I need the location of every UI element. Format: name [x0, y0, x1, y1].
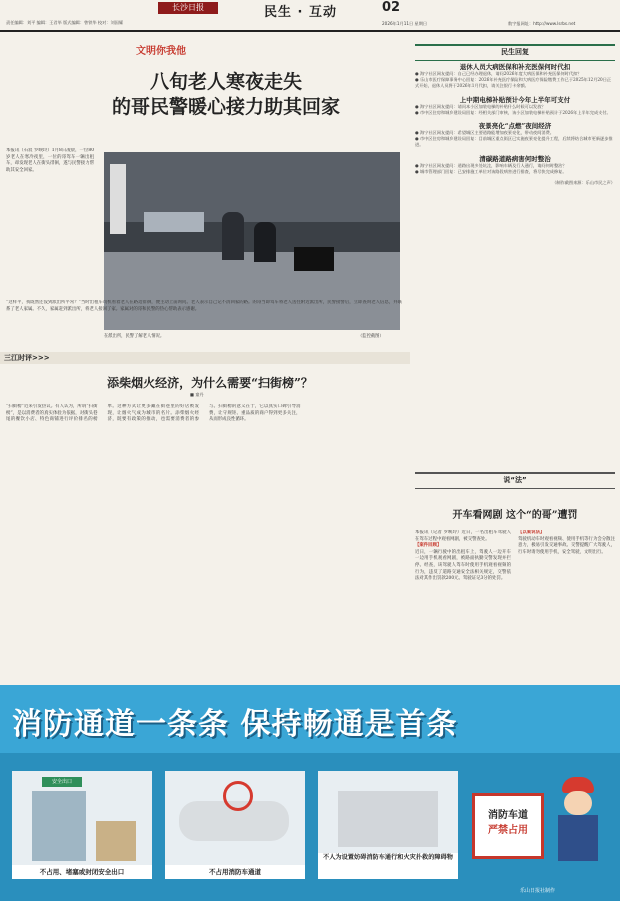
obstacle-illustration — [338, 791, 438, 847]
site-url: 数字报网址：http://www.lsrbs.net — [508, 21, 576, 26]
minsheng-source: （制作截图来源：乐山市民之声） — [552, 180, 615, 186]
exit-sign: 安全出口 — [42, 777, 82, 787]
masthead-rule — [0, 30, 620, 32]
face — [564, 791, 592, 815]
banner-watermark: 乐山日报社制作 — [520, 888, 556, 894]
commentary-headline: 添柴烟火经济，为什么需要“扫街榜”？ — [107, 376, 313, 390]
item-question: ● 海宁社区网友提问：请问本小区加装电梯的补贴什么时候可以发放？ — [415, 103, 546, 109]
shuofa-headline: 开车看网剧 这个“的哥”遭罚 — [452, 510, 578, 521]
banner-panel-1 — [12, 771, 152, 879]
panel-2-caption: 不占用消防车通道 — [165, 865, 305, 879]
list-item — [415, 95, 615, 116]
banner-slogan: 消防通道一条条 保持畅通是首条 — [12, 707, 458, 742]
banner-panel-3 — [318, 771, 458, 879]
photo-caption: 在派出所，民警了解老人情况。 — [104, 334, 165, 339]
column-bar — [0, 352, 410, 364]
minsheng-heading: 民生回复 — [501, 48, 529, 56]
shuofa-col-1 — [415, 530, 511, 680]
headline-line-1: 八旬老人寒夜走失 — [149, 71, 302, 93]
civility-body: “这样平，我既然还没到派出所平常？”当时出租车司机看着老人在路边徘徊，便主动上前询问。老人表示自己记不清回家的路。的哥当即驾车将老人送往附近派出所，民警接警后，立即查询老人信息，并联系了老人家属。不久，家属赶到派出所，将老人接回了家。家属对的哥和民警的热心帮助表示感谢。 — [6, 300, 402, 312]
uniform — [558, 815, 598, 861]
firefighter-mascot — [548, 777, 608, 881]
page-number: 02 — [382, 0, 401, 15]
item-question: ● 海宁社区网友提问：自己已经办理退休，请问2026年度大病医保和补充医保何时代扣？ — [415, 71, 582, 76]
boxes-illustration — [96, 821, 136, 861]
item-title: 退休人员大病医保和补充医保何时代扣 — [459, 63, 571, 71]
sign-line-1: 消防车道 — [488, 810, 528, 821]
fire-lane-sign — [472, 793, 544, 859]
item-question: ● 海宁社区网友提问：道路出现多处坑洼，影响车辆及行人通行，请问何时整治？ — [415, 162, 567, 168]
commentary-byline: ■ 童丹 — [190, 392, 204, 397]
item-title: 上中期电梯补贴预计今年上半年可支付 — [459, 95, 571, 104]
shuofa-body: 近日，一辆行驶中的出租车上，驾驶人一边开车一边用手机观看网剧，被路面执勤交警发现并拦停。经查，该驾驶人驾车时使用手机观看视频的行为，违反了道路交通安全法相关规定，交警依法对其作出罚款200元、驾驶证记3分的处罚。 — [415, 549, 511, 582]
shuofa-byline: 本报讯（记者 罗映玲）近日，一名出租车驾驶人在驾车过程中观看网剧，被交警查处。 — [415, 530, 511, 542]
item-title: 夜景亮化“点燃”夜间经济 — [478, 122, 552, 131]
waiting-chairs — [144, 212, 204, 232]
commentary-body: “扫街榜”近来引发热议。有人认为，所谓“扫街榜”，是以消费者的真实体验为依据，对街头巷尾的餐饮小店、特色商铺进行评价排名的榜单。这种方式让更多藏在街巷里的好店被发现，让烟火气成为城市的名片。添柴烟火经济，既要有政策的推动，也需要消费者的参与。扫街榜的意义在于，它以真实口碑引导消费，让守规矩、重品质的商户得到更多关注，从而形成良性循环。 — [6, 404, 301, 423]
monitor — [294, 247, 334, 271]
minsheng-head-bar — [415, 44, 615, 61]
shuofa-head-bar — [415, 472, 615, 489]
civility-kicker: 文明你我他 — [136, 46, 186, 57]
door-illustration — [32, 791, 86, 861]
water-dispenser — [110, 164, 126, 234]
sign-line-2: 严禁占用 — [488, 825, 528, 836]
item-title: 清碳路道路病害何时整治 — [479, 154, 551, 163]
editor-credits: 责任编辑：刘平 编辑：王君毕 版式编辑：曾铁华 校对：刘国耀 — [6, 20, 124, 25]
shuofa-body-2: 驾驶机动车时观看视频、使用手机等行为会分散注意力，极易引发交通事故。交警提醒广大驾驶人，行车时请勿使用手机，安全驾驶，文明出行。 — [518, 536, 615, 555]
newspaper-logo: 长沙日报 — [158, 2, 218, 14]
item-answer: ● 市中区住房和城乡建设局回复：目前城区重点街区已实施夜景亮化提升工程，后续将结合城市更新逐步推进。 — [415, 136, 613, 148]
banner-panel-2 — [165, 771, 305, 879]
issue-date: 2026年1月11日 星期日 — [382, 21, 428, 26]
elderly-figure — [222, 212, 244, 260]
shuofa-col-2 — [518, 530, 615, 680]
fire-safety-banner — [0, 685, 620, 901]
officer-figure — [254, 222, 276, 262]
list-item — [415, 62, 615, 90]
shuofa-heading: 说“法” — [503, 476, 527, 484]
list-item — [415, 121, 615, 149]
no-parking-icon — [223, 781, 253, 811]
headline-line-2: 的哥民警暖心接力助其回家 — [111, 96, 340, 118]
item-question: ● 海宁社区网友提问：希望城区主要道路能增加夜景亮化，带动夜间消费。 — [415, 130, 554, 136]
item-answer: ● 城市管理部门回复：已安排施工单位对该路段病害进行排查，将尽快完成修复。 — [415, 168, 567, 174]
headline — [76, 70, 376, 120]
story-byline: 本报讯（石宸 罗映玲）1月8日凌晨，一位80岁老人在寒冷夜里，一位的哥驾车一辆出租车，却发现老人在街头徘徊，遂与民警接力帮助其安全回家。 — [6, 148, 94, 173]
shuofa-tag-2: 【以案说法】 — [518, 530, 545, 535]
photo-credit: （监控截图） — [358, 334, 384, 339]
section-title: 民生 · 互动 — [264, 5, 337, 20]
item-answer: ● 乐山市医疗保障事务中心回复：2026年补充医疗保险和大病医疗保险缴费工作已于2025年12月20日正式开始，退休人员将于2026年1月代扣，请关注银行卡余额。 — [415, 77, 612, 89]
masthead — [0, 0, 620, 40]
panel-3-caption: 不人为设置妨碍消防车通行和火灾扑救的障碍物 — [318, 853, 458, 879]
minsheng-list — [415, 62, 615, 186]
item-answer: ● 市中区住房和城乡建设局回复：经相关部门审核，该小区加装电梯补贴预计于2026年上半年完成支付。 — [415, 109, 611, 115]
shuofa-tag: 【案件回顾】 — [415, 543, 442, 549]
column-label: 三江时评>>> — [4, 353, 50, 362]
panel-1-caption: 不占用、堵塞或封闭安全出口 — [12, 865, 152, 879]
list-item — [415, 154, 615, 175]
